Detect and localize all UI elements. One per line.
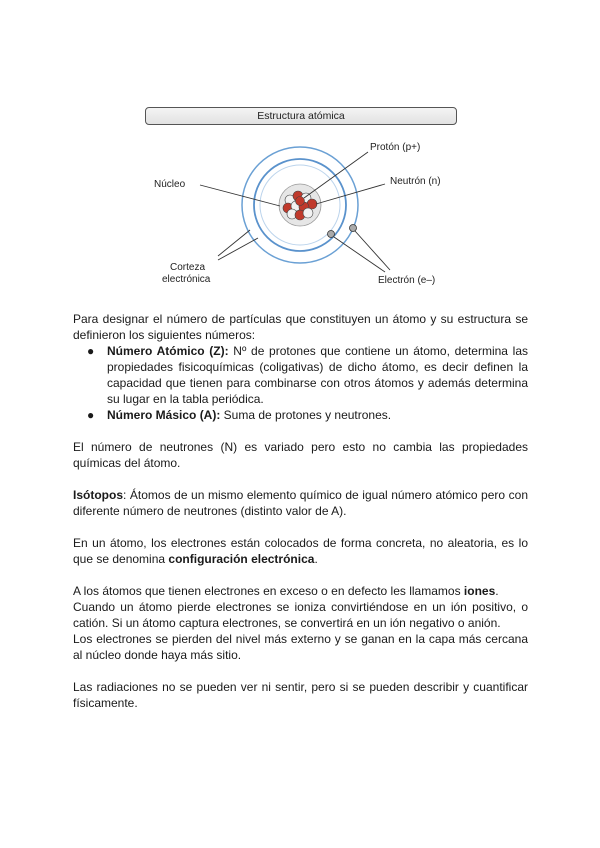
bullet: ● <box>87 408 95 422</box>
definition-text: Nº de protones que contiene un átomo, determina las propiedades fisicoquímicas (coligativas) de dicho átomo, es decir definen la capacidad que tienen para combinarse con otros átomos y además determina su lugar en la tabla periódica. <box>107 344 528 406</box>
label-proton: Protón (p+) <box>370 142 421 153</box>
electron-dot <box>328 231 335 238</box>
isotopes-term: Isótopos <box>73 488 123 502</box>
isotopes-text: : Átomos de un mismo elemento químico de igual número atómico pero con diferente número de neutrones (distinto valor de A). <box>73 488 528 518</box>
label-cortex-2: electrónica <box>162 274 211 285</box>
label-cortex-1: Corteza <box>170 262 206 273</box>
ions-line-1 <box>73 583 528 599</box>
definition-term: Número Atómico (Z): <box>107 344 229 358</box>
config-text-after: . <box>314 552 318 566</box>
config-term: configuración electrónica <box>168 552 315 566</box>
ions-text-before: A los átomos que tienen electrones en exceso o en defecto les llamamos <box>73 584 464 598</box>
intro-paragraph: Para designar el número de partículas que constituyen un átomo y su estructura se definieron los siguientes números: <box>73 312 528 342</box>
ions-line-3: Los electrones se pierden del nivel más externo y se ganan en la capa más cercana al núcleo donde haya más sitio. <box>73 632 528 662</box>
definition-item <box>73 343 528 407</box>
definition-item <box>73 407 528 423</box>
figure-title: Estructura atómica <box>145 107 457 125</box>
neutrons-paragraph: El número de neutrones (N) es variado pero esto no cambia las propiedades químicas del átomo. <box>73 440 528 470</box>
config-text-before: En un átomo, los electrones están colocados de forma concreta, no aleatoria, es lo que se denomina <box>73 536 528 566</box>
definitions-list <box>73 343 528 423</box>
definition-text: Suma de protones y neutrones. <box>220 408 392 422</box>
isotopes-paragraph <box>73 487 528 519</box>
label-neutron: Neutrón (n) <box>390 176 441 187</box>
radiation-paragraph: Las radiaciones no se pueden ver ni sentir, pero si se pueden describir y cuantificar físicamente. <box>73 680 528 710</box>
ions-paragraph <box>73 583 528 663</box>
definition-term: Número Másico (A): <box>107 408 221 422</box>
atomic-structure-figure <box>130 100 470 300</box>
electron-dot <box>350 225 357 232</box>
label-nucleus: Núcleo <box>154 179 186 190</box>
ions-text-after: . <box>495 584 499 598</box>
bullet: ● <box>87 344 95 358</box>
config-paragraph <box>73 535 528 567</box>
label-electron: Electrón (e–) <box>378 275 436 286</box>
intro-block <box>73 311 528 423</box>
ions-term: iones <box>463 584 496 598</box>
ions-line-2: Cuando un átomo pierde electrones se ioniza convirtiéndose en un ión positivo, o catión. Si un átomo captura electrones, se convertirá en un ión negativo o anión. <box>73 600 528 630</box>
